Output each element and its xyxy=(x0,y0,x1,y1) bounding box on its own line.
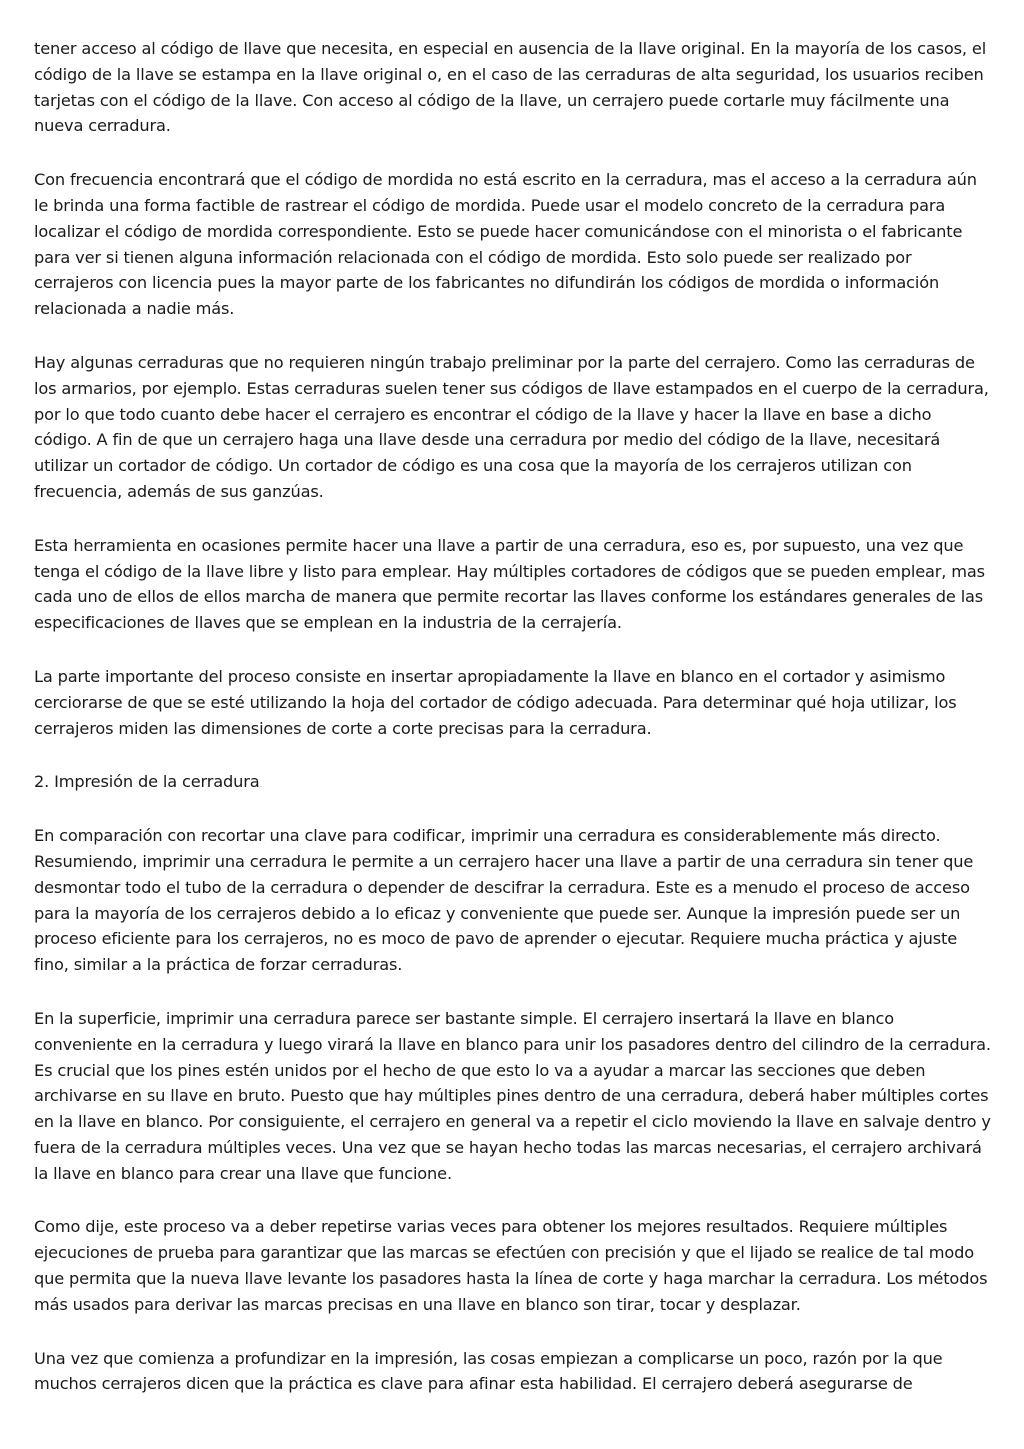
paragraph: tener acceso al código de llave que necesita, en especial en ausencia de la llave original. En la mayoría de los casos, el código de la llave se estampa en la llave original o, en el caso de las cerraduras de alta seguridad, los usuarios reciben tarjetas con el código de la llave. Con acceso al código de la llave, un cerrajero puede cortarle muy fácilmente una nueva cerradura. xyxy=(34,39,987,136)
paragraph: Como dije, este proceso va a deber repetirse varias veces para obtener los mejores resultados. Requiere múltiples ejecuciones de prueba para garantizar que las marcas se efectúen con precisión y que el lijado se realice de tal modo que permita que la nueva llave levante los pasadores hasta la línea de corte y haga marchar la cerradura. Los métodos más usados para derivar las marcas precisas en una llave en blanco son tirar, tocar y desplazar. xyxy=(34,1217,988,1314)
paragraph: En la superficie, imprimir una cerradura parece ser bastante simple. El cerrajero insertará la llave en blanco conveniente en la cerradura y luego virará la llave en blanco para unir los pasadores dentro del cilindro de la cerradura. Es crucial que los pines estén unidos por el hecho de que esto lo va a ayudar a marcar las secciones que deben archivarse en su llave en bruto. Puesto que hay múltiples pines dentro de una cerradura, deberá haber múltiples cortes en la llave en blanco. Por consiguiente, el cerrajero en general va a repetir el ciclo moviendo la llave en salvaje dentro y fuera de la cerradura múltiples veces. Una vez que se hayan hecho todas las marcas necesarias, el cerrajero archivará la llave en blanco para crear una llave que funcione. xyxy=(34,1008,991,1183)
paragraph: Hay algunas cerraduras que no requieren ningún trabajo preliminar por la parte del cerrajero. Como las cerraduras de los armarios, por ejemplo. Estas cerraduras suelen tener sus códigos de llave estampados en el cuerpo de la cerradura, por lo que todo cuanto debe hacer el cerrajero es encontrar el código de la llave y hacer la llave en base a dicho código. A fin de que un cerrajero haga una llave desde una cerradura por medio del código de la llave, necesitará utilizar un cortador de código. Un cortador de código es una cosa que la mayoría de los cerrajeros utilizan con frecuencia, además de sus ganzúas. xyxy=(34,352,989,501)
document-body xyxy=(34,36,992,1425)
paragraph: Con frecuencia encontrará que el código de mordida no está escrito en la cerradura, mas el acceso a la cerradura aún le brinda una forma factible de rastrear el código de mordida. Puede usar el modelo concreto de la cerradura para localizar el código de mordida correspondiente. Esto se puede hacer comunicándose con el minorista o el fabricante para ver si tienen alguna información relacionada con el código de mordida. Esto solo puede ser realizado por cerrajeros con licencia pues la mayor parte de los fabricantes no difundirán los códigos de mordida o información relacionada a nadie más. xyxy=(34,170,977,319)
section-heading: 2. Impresión de la cerradura xyxy=(34,772,260,792)
paragraph: La parte importante del proceso consiste en insertar apropiadamente la llave en blanco en el cortador y asimismo cerciorarse de que se esté utilizando la hoja del cortador de código adecuada. Para determinar qué hoja utilizar, los cerrajeros miden las dimensiones de corte a corte precisas para la cerradura. xyxy=(34,666,957,738)
paragraph: Esta herramienta en ocasiones permite hacer una llave a partir de una cerradura, eso es, por supuesto, una vez que tenga el código de la llave libre y listo para emplear. Hay múltiples cortadores de códigos que se pueden emplear, mas cada uno de ellos de ellos marcha de manera que permite recortar las llaves conforme los estándares generales de las especificaciones de llaves que se emplean en la industria de la cerrajería. xyxy=(34,535,985,633)
paragraph: En comparación con recortar una clave para codificar, imprimir una cerradura es considerablemente más directo. Resumiendo, imprimir una cerradura le permite a un cerrajero hacer una llave a partir de una cerradura sin tener que desmontar todo el tubo de la cerradura o depender de descifrar la cerradura. Este es a menudo el proceso de acceso para la mayoría de los cerrajeros debido a lo eficaz y conveniente que puede ser. Aunque la impresión puede ser un proceso eficiente para los cerrajeros, no es moco de pavo de aprender o ejecutar. Requiere mucha práctica y ajuste fino, similar a la práctica de forzar cerraduras. xyxy=(34,826,974,975)
paragraph: Una vez que comienza a profundizar en la impresión, las cosas empiezan a complicarse un poco, razón por la que muchos cerrajeros dicen que la práctica es clave para afinar esta habilidad. El cerrajero deberá asegurarse de xyxy=(34,1348,943,1394)
